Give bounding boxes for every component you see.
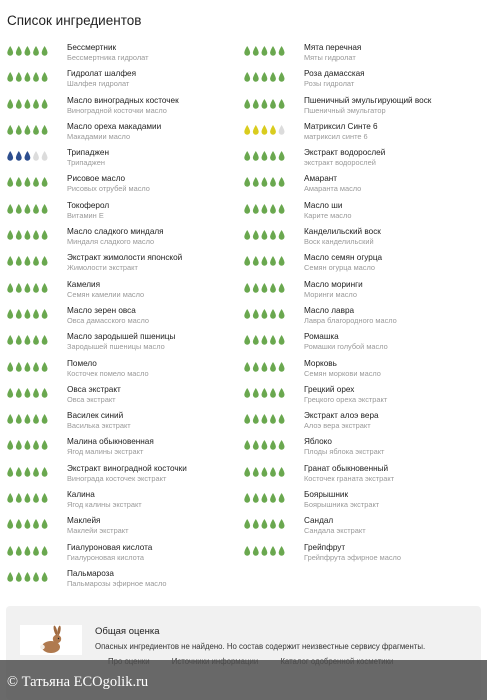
safety-drops-icon	[6, 413, 50, 425]
safety-drops-icon	[243, 308, 287, 320]
safety-drops-icon	[243, 282, 287, 294]
ingredient-name: Масло виноградных косточек	[67, 95, 179, 105]
safety-drops-icon	[6, 518, 50, 530]
ingredient-name: Пальмароза	[67, 568, 114, 578]
safety-drops-icon	[243, 387, 287, 399]
ingredient-item[interactable]	[243, 436, 473, 462]
ingredient-subtitle: Воск канделильский	[304, 237, 374, 247]
ingredient-name: Помело	[67, 358, 97, 368]
ingredient-item[interactable]	[6, 542, 236, 568]
ingredient-name: Масло лавра	[304, 305, 355, 315]
ingredient-item[interactable]	[243, 358, 473, 384]
ingredient-item[interactable]	[6, 68, 236, 94]
ingredient-subtitle: Мяты гидролат	[304, 53, 356, 62]
ingredient-name: Матриксил Синте 6	[304, 121, 378, 131]
ingredient-subtitle: Амаранта масло	[304, 184, 362, 194]
ingredient-subtitle: Василька экстракт	[67, 421, 131, 431]
ingredient-name: Масло сладкого миндаля	[67, 227, 164, 237]
ingredient-item[interactable]	[243, 515, 473, 541]
ingredient-name: Экстракт виноградной косточки	[67, 463, 187, 473]
ingredient-name: Малина обыкновенная	[67, 437, 154, 447]
watermark-text: © Татьяна ECOgolik.ru	[7, 674, 149, 690]
safety-drops-icon	[243, 334, 287, 346]
safety-drops-icon	[6, 334, 50, 346]
safety-drops-icon	[243, 98, 287, 110]
ingredient-subtitle: Косточек граната экстракт	[304, 473, 395, 483]
ingredient-subtitle: Семян камелии масло	[67, 289, 145, 299]
ingredient-item[interactable]	[243, 252, 473, 278]
ingredient-name: Камелия	[67, 279, 101, 289]
safety-drops-icon	[6, 439, 50, 451]
ingredient-subtitle: Овса экстракт	[67, 394, 116, 404]
ingredient-subtitle: Семян моркови масло	[304, 368, 381, 378]
watermark-bar	[0, 660, 487, 700]
ingredient-item[interactable]	[243, 305, 473, 331]
safety-drops-icon	[243, 545, 287, 557]
ingredient-subtitle: Шалфея гидролат	[67, 79, 130, 89]
safety-drops-icon	[6, 98, 50, 110]
safety-drops-icon	[6, 150, 50, 162]
ingredient-name: Масло зерен овса	[67, 305, 136, 315]
ingredient-item[interactable]	[243, 279, 473, 305]
ingredient-item[interactable]	[6, 463, 236, 489]
safety-drops-icon	[243, 203, 287, 215]
ingredient-subtitle: Виноградной косточки масло	[67, 105, 167, 115]
ingredient-name: Морковь	[304, 358, 337, 368]
ingredient-name: Гидролат шалфея	[67, 69, 137, 79]
ingredient-name: Пшеничный эмульгирующий воск	[304, 95, 432, 105]
ingredient-subtitle: Витамин Е	[67, 210, 104, 220]
ingredient-subtitle: Семян огурца масло	[304, 263, 375, 273]
ingredient-item[interactable]	[6, 147, 236, 173]
ingredient-item[interactable]	[243, 331, 473, 357]
ingredient-subtitle: экстракт водорослей	[304, 158, 376, 168]
safety-drops-icon	[6, 255, 50, 267]
safety-drops-icon	[6, 282, 50, 294]
safety-drops-icon	[243, 150, 287, 162]
ingredient-subtitle: Моринги масло	[304, 289, 357, 299]
ingredient-subtitle: Ягод калины экстракт	[67, 500, 142, 510]
ingredient-name: Сандал	[304, 516, 334, 526]
ingredient-subtitle: Макадамии масло	[67, 131, 131, 141]
ingredient-subtitle: Лавра благородного масло	[304, 315, 397, 325]
ingredient-name: Трипаджен	[67, 148, 109, 158]
safety-drops-icon	[6, 45, 50, 57]
safety-drops-icon	[6, 71, 50, 83]
ingredient-subtitle: Грецкого ореха экстракт	[304, 394, 388, 404]
ingredient-item[interactable]	[6, 384, 236, 410]
safety-drops-icon	[6, 545, 50, 557]
ingredient-item[interactable]	[6, 358, 236, 384]
ingredient-item[interactable]	[243, 226, 473, 252]
safety-drops-icon	[6, 229, 50, 241]
safety-drops-icon	[243, 45, 287, 57]
ingredient-item[interactable]	[6, 515, 236, 541]
safety-drops-icon	[243, 518, 287, 530]
ingredient-item[interactable]	[6, 410, 236, 436]
ingredient-name: Овса экстракт	[67, 384, 121, 394]
ingredient-item[interactable]	[243, 410, 473, 436]
ingredient-subtitle: Рисовых отрубей масло	[67, 184, 150, 194]
ingredient-subtitle: матриксил синте 6	[304, 131, 368, 141]
safety-drops-icon	[243, 255, 287, 267]
ingredient-subtitle: Сандала экстракт	[304, 526, 366, 536]
safety-drops-icon	[243, 361, 287, 373]
ingredient-subtitle: Жимолости экстракт	[67, 263, 138, 273]
ingredient-subtitle: Плоды яблока экстракт	[304, 447, 385, 457]
ingredient-subtitle: Алоэ вера экстракт	[304, 421, 371, 431]
ingredient-name: Василек синий	[67, 411, 124, 421]
ingredient-item[interactable]	[243, 42, 473, 68]
ingredient-subtitle: Зародышей пшеницы масло	[67, 342, 165, 352]
ingredient-name: Грецкий орех	[304, 384, 355, 394]
safety-drops-icon	[6, 124, 50, 136]
rating-title: Общая оценка	[95, 626, 160, 637]
safety-drops-icon	[6, 361, 50, 373]
safety-drops-icon	[243, 466, 287, 478]
safety-drops-icon	[6, 308, 50, 320]
ingredient-subtitle: Гиалуроновая кислота	[67, 552, 144, 562]
ingredient-item[interactable]	[6, 226, 236, 252]
ingredient-subtitle: Маклейи экстракт	[67, 526, 129, 536]
safety-drops-icon	[243, 492, 287, 504]
ingredient-subtitle: Розы гидролат	[304, 79, 355, 89]
ingredient-item[interactable]	[243, 68, 473, 94]
ingredient-item[interactable]	[243, 542, 473, 568]
ingredient-item[interactable]	[6, 568, 236, 594]
ingredient-name: Грейпфрут	[304, 542, 346, 552]
safety-drops-icon	[243, 176, 287, 188]
ingredient-name: Экстракт алоэ вера	[304, 411, 379, 421]
ingredient-subtitle: Косточек помело масло	[67, 368, 149, 378]
ingredient-item[interactable]	[6, 305, 236, 331]
ingredient-subtitle: Миндаля сладкого масло	[67, 237, 155, 247]
ingredient-list-right	[243, 42, 473, 568]
ingredient-name: Яблоко	[304, 437, 332, 447]
ingredient-subtitle: Боярышника экстракт	[304, 500, 380, 510]
ingredient-name: Масло зародышей пшеницы	[67, 332, 176, 342]
safety-drops-icon	[243, 71, 287, 83]
safety-drops-icon	[6, 571, 50, 583]
ingredient-name: Мята перечная	[304, 43, 362, 52]
safety-drops-icon	[6, 492, 50, 504]
safety-drops-icon	[6, 176, 50, 188]
ingredient-name: Роза дамасская	[304, 69, 365, 79]
ingredient-subtitle: Ягод малины экстракт	[67, 447, 144, 457]
ingredient-item[interactable]	[6, 173, 236, 199]
ingredient-item[interactable]	[6, 121, 236, 147]
ingredient-name: Гранат обыкновенный	[304, 463, 389, 473]
ingredient-item[interactable]	[243, 95, 473, 121]
ingredient-item[interactable]	[243, 121, 473, 147]
ingredient-name: Экстракт водорослей	[304, 148, 386, 158]
ingredient-name: Гиалуроновая кислота	[67, 542, 153, 552]
safety-drops-icon	[243, 439, 287, 451]
ingredient-name: Масло семян огурца	[304, 253, 383, 263]
ingredient-subtitle: Винограда косточек экстракт	[67, 473, 167, 483]
ingredient-item[interactable]	[243, 489, 473, 515]
ingredient-name: Масло ореха макадамии	[67, 121, 162, 131]
ingredient-item[interactable]	[243, 384, 473, 410]
ingredient-name: Ромашка	[304, 332, 339, 342]
ingredient-item[interactable]	[6, 331, 236, 357]
safety-drops-icon	[243, 229, 287, 241]
ingredient-list-left	[6, 42, 236, 594]
ingredient-subtitle: Ромашки голубой масло	[304, 342, 388, 352]
ingredient-subtitle: Пальмарозы эфирное масло	[67, 578, 167, 588]
ingredient-name: Бессмертник	[67, 43, 117, 52]
ingredient-name: Канделильский воск	[304, 227, 381, 237]
ingredient-item[interactable]	[243, 173, 473, 199]
safety-drops-icon	[243, 413, 287, 425]
ingredient-subtitle: Бессмертника гидролат	[67, 53, 149, 62]
ingredient-subtitle: Трипаджен	[67, 158, 105, 168]
ingredient-item[interactable]	[6, 436, 236, 462]
ingredient-item[interactable]	[6, 42, 236, 68]
ingredient-item[interactable]	[6, 489, 236, 515]
ingredient-item[interactable]	[6, 279, 236, 305]
ingredient-item[interactable]	[6, 95, 236, 121]
ingredient-name: Масло моринги	[304, 279, 363, 289]
rating-description: Опасных ингредиентов не найдено. Но состав содержит неизвестные сервису фрагменты.	[95, 642, 426, 651]
ingredient-name: Рисовое масло	[67, 174, 126, 184]
ingredient-name: Амарант	[304, 174, 338, 184]
ingredient-subtitle: Грейпфрута эфирное масло	[304, 552, 402, 562]
ingredient-item[interactable]	[243, 463, 473, 489]
ingredient-item[interactable]	[6, 252, 236, 278]
safety-drops-icon	[6, 387, 50, 399]
ingredient-item[interactable]	[243, 200, 473, 226]
rabbit-icon	[20, 625, 82, 655]
ingredient-name: Масло ши	[304, 200, 343, 210]
ingredient-name: Калина	[67, 490, 95, 500]
ingredient-name: Маклейя	[67, 516, 101, 526]
ingredient-item[interactable]	[6, 200, 236, 226]
ingredient-subtitle: Карите масло	[304, 210, 352, 220]
ingredient-name: Экстракт жимолости японской	[67, 253, 183, 263]
safety-drops-icon	[6, 466, 50, 478]
safety-drops-icon	[243, 124, 287, 136]
ingredient-name: Боярышник	[304, 490, 349, 500]
ingredient-subtitle: Овса дамасского масло	[67, 315, 149, 325]
page-title: Список ингредиентов	[7, 13, 142, 28]
ingredient-item[interactable]	[243, 147, 473, 173]
ingredient-subtitle: Пшеничный эмульгатор	[304, 105, 386, 115]
ingredient-name: Токоферол	[67, 200, 110, 210]
safety-drops-icon	[6, 203, 50, 215]
